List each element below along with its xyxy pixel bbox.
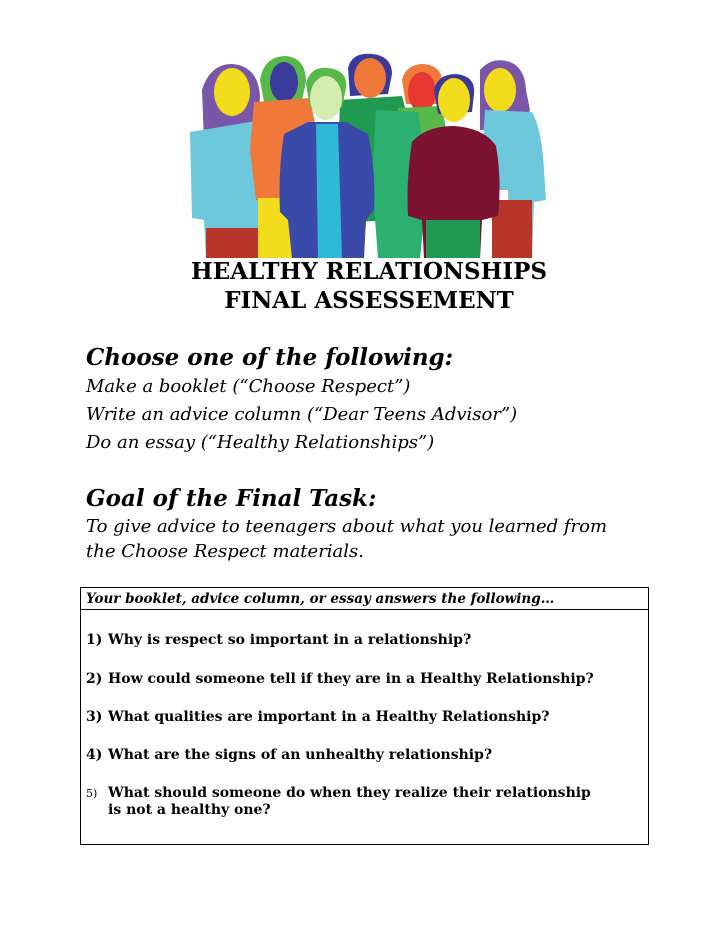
goal-line-1: To give advice to teenagers about what you learned from bbox=[86, 516, 608, 537]
goal-line-2: the Choose Respect materials. bbox=[86, 541, 364, 562]
question-text: Why is respect so important in a relationship? bbox=[108, 632, 472, 648]
questions-box-header: Your booklet, advice column, or essay answers the following… bbox=[81, 588, 648, 610]
questions-box bbox=[80, 587, 649, 845]
question-2 bbox=[86, 671, 646, 687]
question-5 bbox=[86, 785, 646, 818]
title-line-2: FINAL ASSESSEMENT bbox=[224, 287, 514, 314]
title-line-1: HEALTHY RELATIONSHIPS bbox=[190, 258, 548, 285]
question-number: 4) bbox=[86, 747, 103, 763]
goal-heading: Goal of the Final Task: bbox=[86, 485, 377, 512]
question-text: How could someone tell if they are in a Healthy Relationship? bbox=[108, 671, 594, 687]
question-number: 3) bbox=[86, 709, 103, 725]
question-text: What qualities are important in a Healthy Relationship? bbox=[108, 709, 550, 725]
question-text-continued: is not a healthy one? bbox=[108, 802, 271, 818]
question-1 bbox=[86, 632, 646, 648]
question-text: What should someone do when they realize their relationship bbox=[108, 785, 591, 801]
question-number: 5) bbox=[86, 787, 98, 800]
question-3 bbox=[86, 709, 646, 725]
question-number: 1) bbox=[86, 632, 103, 648]
option-essay: Do an essay (“Healthy Relationships”) bbox=[86, 432, 435, 453]
question-number: 2) bbox=[86, 671, 103, 687]
question-text: What are the signs of an unhealthy relationship? bbox=[108, 747, 493, 763]
group-of-people-illustration bbox=[180, 50, 555, 258]
question-4 bbox=[86, 747, 646, 763]
choose-heading: Choose one of the following: bbox=[86, 344, 454, 371]
option-booklet: Make a booklet (“Choose Respect”) bbox=[86, 376, 411, 397]
option-advice-column: Write an advice column (“Dear Teens Advisor”) bbox=[86, 404, 518, 425]
